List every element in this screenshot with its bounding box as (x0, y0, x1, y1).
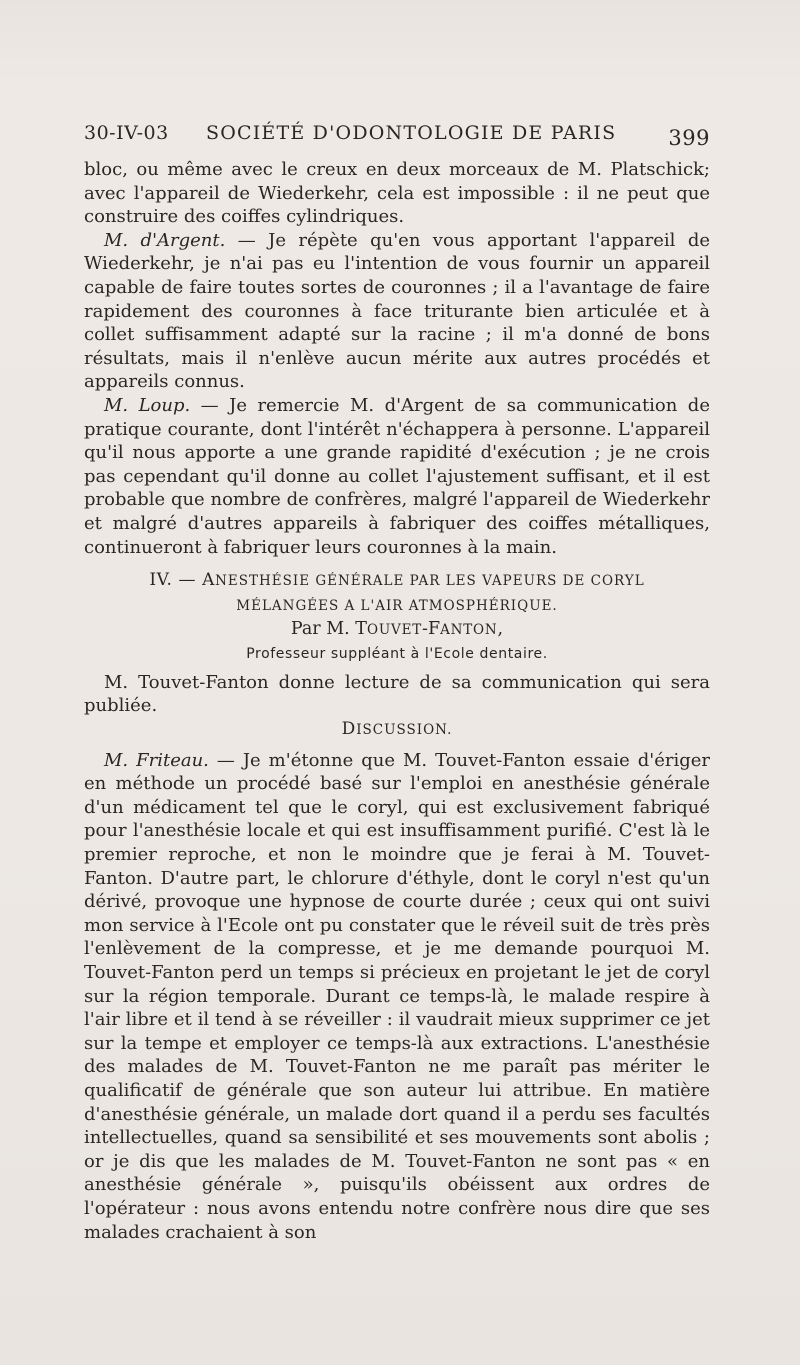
section-title-cap: A (202, 570, 216, 591)
paragraph-text: — Je m'étonne que M. Touvet-Fanton essaie d'ériger en méthode un procédé basé sur l'emploi en anesthésie générale d'un médicament tel que le coryl, qui est exclusivement fabriqué pour l'anesthésie locale et qui est insuffisamment purifié. C'est là le premier reproche, et non le moindre que je ferai à M. Touvet-Fanton. D'autre part, le chlorure d'éthyle, dont le coryl n'est qu'un dérivé, provoque une hypnose de courte durée ; ceux qui ont suivi mon service à l'Ecole ont pu constater que le réveil suit de très près l'enlèvement de la compresse, et je me demande pourquoi M. Touvet-Fanton perd un temps si précieux en projetant le jet de coryl sur la région temporale. Durant ce temps-là, le malade respire à l'air libre et il tend à se réveiller : il vaudrait mieux supprimer ce jet sur la tempe et employer ce temps-là aux extractions. L'anesthésie des malades de M. Touvet-Fanton ne me paraît pas mériter le qualificatif de générale que son auteur lui attribue. En matière d'anesthésie générale, un malade dort quand il a perdu ses facultés intellectuelles, quand sa sensibilité et ses mouvements sont abolis ; or je dis que les malades de M. Touvet-Fanton ne sont pas « en anesthésie générale », puisqu'ils obéissent aux ordres de l'opérateur : nous avons entendu notre confrère nous dire que ses malades crachaient à son (84, 749, 710, 1243)
section-numeral: IV. — (149, 570, 203, 591)
author-affiliation: Professeur suppléant à l'Ecole dentaire. (246, 645, 548, 662)
speaker-name: M. Friteau. (104, 749, 209, 771)
speaker-name: M. Loup. (104, 394, 191, 416)
paragraph-text: — Je remercie M. d'Argent de sa communication de pratique courante, dont l'intérêt n'échappera à personne. L'appareil qu'il nous apporte a une grande rapidité d'exécution ; je ne crois pas cependant qu'il donne au collet l'ajustement suffisant, et il est probable que nombre de confrères, malgré l'appareil de Wiederkehr et malgré d'autres appareils à fabriquer des coiffes métalliques, continueront à fabriquer leurs couronnes à la main. (84, 394, 710, 558)
header-date: 30-IV-03 (84, 122, 169, 144)
header-journal-title: SOCIÉTÉ D'ODONTOLOGIE DE PARIS (206, 122, 617, 144)
paragraph-platschick: bloc, ou même avec le creux en deux morceaux de M. Platschick; avec l'appareil de Wiederkehr, cela est impossible : il ne peut que construire des coiffes cylindriques. (84, 159, 710, 228)
paragraph-reading: M. Touvet-Fanton donne lecture de sa communication qui sera publiée. (84, 671, 710, 717)
paragraph-friteau (84, 749, 710, 1244)
running-header (84, 122, 710, 156)
page-number: 399 (668, 126, 710, 150)
paragraph-loup (84, 394, 710, 559)
paragraph-text: — Je répète qu'en vous apportant l'appareil de Wiederkehr, je n'ai pas eu l'intention de vous fournir un appareil capable de faire toutes sortes de couronnes ; il a l'avantage de faire rapidement des couronnes à face triturante bien articulée et à collet suffisamment adapté sur la racine ; il m'a donné de bons résultats, mais il n'enlève aucun mérite aux autres procédés et appareils connus. (84, 229, 710, 393)
discussion-heading: DISCUSSION. (341, 719, 453, 740)
author-byline: Par M. TOUVET-FANTON, (290, 619, 504, 640)
section-title-line1: NESTHÉSIE GÉNÉRALE PAR LES VAPEURS DE CORYL (215, 573, 645, 590)
section-title-line2: MÉLANGÉES A L'AIR ATMOSPHÉRIQUE. (236, 597, 558, 614)
speaker-name: M. d'Argent. (104, 229, 226, 251)
page-body (84, 158, 710, 1244)
paragraph-dargent (84, 229, 710, 394)
section-title (84, 569, 710, 618)
